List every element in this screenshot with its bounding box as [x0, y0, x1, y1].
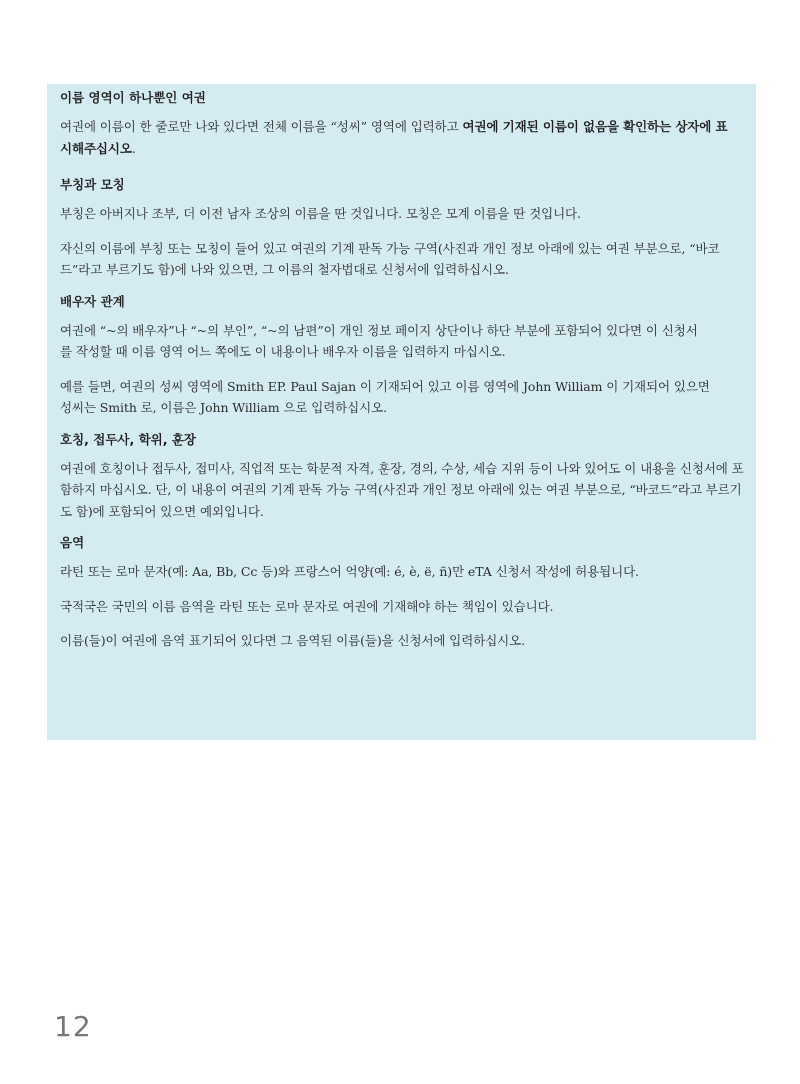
paragraph-text: 여권에 이름이 한 줄로만 나와 있다면 전체 이름을 “성씨” 영역에 입력하고 — [60, 119, 463, 134]
paragraph-bold-text: 여권에 기재된 이름이 없음을 확인하는 상자에 표시해주십시오 — [60, 119, 728, 156]
section-heading-spouse: 배우자 관계 — [60, 293, 125, 309]
section-paragraph — [60, 116, 730, 159]
page-number: 12 — [54, 1010, 92, 1043]
section-paragraph: 예를 들면, 여권의 성씨 영역에 Smith EP. Paul Sajan 이 기재되어 있고 이름 영역에 John William 이 기재되어 있으면 성씨는 Smith 로, 이름은 John William 으로 입력하십시오. — [60, 378, 710, 415]
section-heading-transliteration: 음역 — [60, 535, 85, 550]
section-heading-single-name-field: 이름 영역이 하나뿐인 여권 — [60, 90, 206, 105]
section-paragraph: 부칭은 아버지나 조부, 더 이전 남자 조상의 이름을 딴 것입니다. 모칭은 모계 이름을 딴 것입니다. — [60, 206, 581, 221]
paragraph-tail: . — [131, 140, 136, 156]
section-heading-patronymic: 부칭과 모칭 — [60, 177, 125, 192]
section-paragraph: 이름(들)이 여권에 음역 표기되어 있다면 그 음역된 이름(들)을 신청서에 입력하십시오. — [60, 633, 525, 648]
section-paragraph: 여권에 호칭이나 접두사, 접미사, 직업적 또는 학문적 자격, 훈장, 경의, 수상, 세습 지위 등이 나와 있어도 이 내용을 신청서에 포함하지 마십시오. 단, 이 내용이 여권의 기계 판독 가능 구역(사진과 개인 정보 아래에 있는 여권 부분으로, “바코드”라고 부르기도 함)에 포함되어 있으면 예외입니다. — [60, 460, 744, 519]
section-heading-titles: 호칭, 접두사, 학위, 훈장 — [60, 431, 196, 447]
section-paragraph: 자신의 이름에 부칭 또는 모칭이 들어 있고 여권의 기계 판독 가능 구역(사진과 개인 정보 아래에 있는 여권 부분으로, “바코드”라고 부르기도 함)에 나와 있으면, 그 이름의 철자법대로 신청서에 입력하십시오. — [60, 240, 720, 277]
section-paragraph: 여권에 “~의 배우자”나 “~의 부인”, “~의 남편”이 개인 정보 페이지 상단이나 하단 부분에 포함되어 있다면 이 신청서를 작성할 때 이름 영역 어느 쪽에도 이 내용이나 배우자 이름을 입력하지 마십시오. — [60, 322, 698, 359]
info-panel — [47, 84, 756, 740]
section-paragraph: 국적국은 국민의 이름 음역을 라틴 또는 로마 문자로 여권에 기재해야 하는 책임이 있습니다. — [60, 598, 554, 614]
section-paragraph: 라틴 또는 로마 문자(예: Aa, Bb, Cc 등)와 프랑스어 억양(예: é, è, ë, ñ)만 eTA 신청서 작성에 허용됩니다. — [60, 564, 639, 579]
